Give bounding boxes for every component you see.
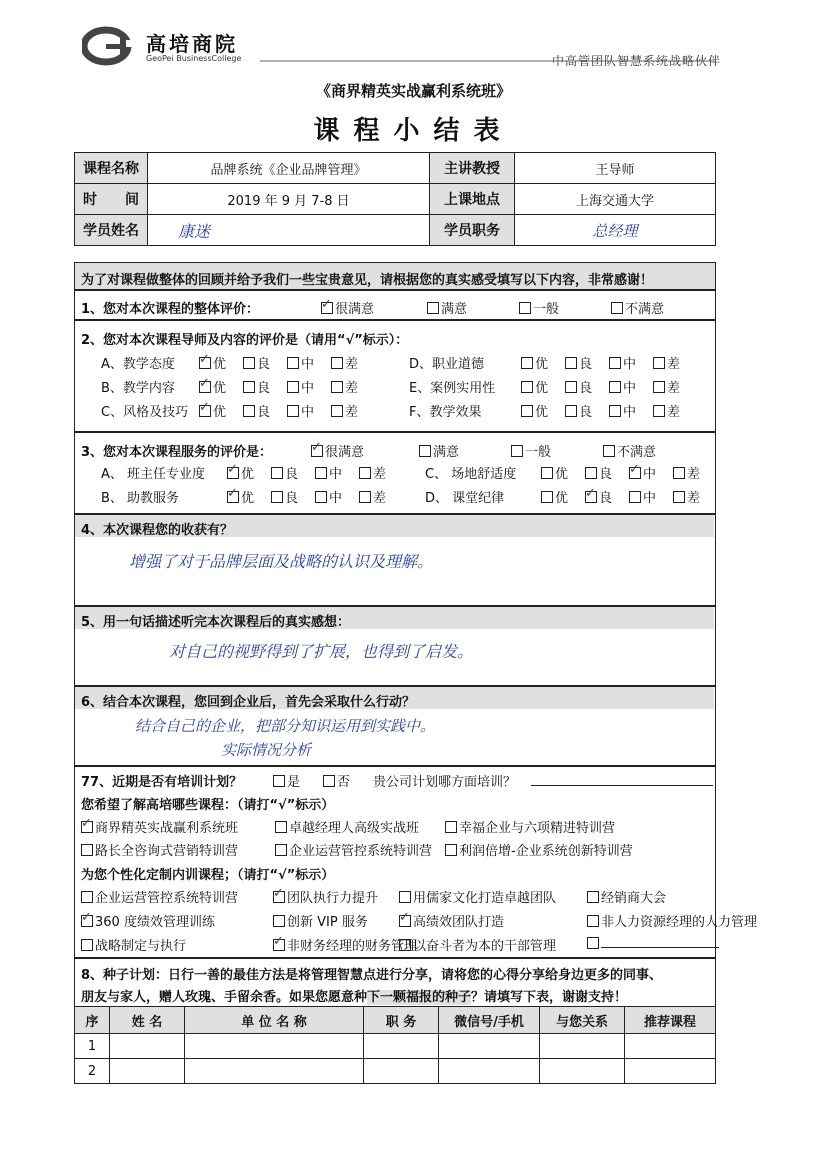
q3-option-very-satisfied[interactable] — [311, 441, 364, 460]
grade-option[interactable] — [585, 463, 612, 482]
checkbox-icon[interactable] — [243, 357, 255, 369]
checkbox-icon[interactable] — [585, 467, 597, 479]
grade-option[interactable] — [287, 377, 314, 396]
row-index: 2 — [75, 1059, 110, 1084]
course-option[interactable] — [275, 817, 419, 836]
place-value[interactable]: 上海交通大学 — [515, 184, 716, 215]
course-option[interactable] — [445, 817, 615, 836]
grade-option[interactable] — [609, 377, 636, 396]
grade-label: 良 — [257, 357, 271, 372]
grade-label: 优 — [535, 357, 549, 372]
grade-label: 良 — [257, 381, 271, 396]
checkbox-icon[interactable] — [587, 891, 599, 903]
checkbox-icon[interactable] — [311, 445, 323, 457]
q4-section — [74, 514, 716, 606]
grade-option[interactable] — [653, 401, 680, 420]
grade-label: 优 — [213, 357, 227, 372]
grade-label: 优 — [535, 381, 549, 396]
checkbox-icon[interactable] — [585, 491, 597, 503]
teacher-label: 主讲教授 — [430, 153, 515, 184]
intro-text: 为了对课程做整体的回顾并给予我们一些宝贵意见，请根据您的真实感受填写以下内容，非常感谢！ — [81, 273, 654, 288]
checkbox-icon[interactable] — [565, 405, 577, 417]
place-label: 上课地点 — [430, 184, 515, 215]
seed-col-index: 序 — [75, 1007, 110, 1034]
q5-label: 5、用一句话描述听完本次课程后的真实感想： — [81, 615, 351, 630]
checkbox-icon[interactable] — [521, 381, 533, 393]
time-label: 时 间 — [75, 184, 148, 215]
seed-col-name: 姓 名 — [110, 1007, 185, 1034]
checkbox-icon[interactable] — [81, 915, 93, 927]
q4-answer[interactable]: 增强了对于品牌层面及战略的认识及理解。 — [129, 552, 434, 571]
option-label: 一般 — [533, 302, 560, 317]
grade-option[interactable] — [629, 487, 656, 506]
custom-option[interactable] — [587, 935, 719, 952]
grade-option[interactable] — [673, 487, 700, 506]
grade-option[interactable] — [287, 401, 314, 420]
grade-label: 优 — [213, 381, 227, 396]
grade-option[interactable] — [359, 487, 386, 506]
grade-label: 差 — [667, 381, 681, 396]
q1-label: 1、您对本次课程的整体评价： — [81, 302, 260, 317]
checkbox-icon[interactable] — [565, 381, 577, 393]
grade-label: 中 — [623, 357, 637, 372]
custom-option[interactable] — [81, 935, 186, 954]
grade-label: 中 — [329, 467, 343, 482]
seed-header-row — [75, 1007, 716, 1034]
checkbox-icon[interactable] — [315, 467, 327, 479]
option-label: 不满意 — [625, 302, 665, 317]
course-option-label: 企业运营管控系统特训营 — [289, 844, 433, 859]
checkbox-icon[interactable] — [273, 891, 285, 903]
q7-section — [74, 766, 758, 958]
q2-section — [74, 320, 716, 432]
other-input[interactable] — [601, 935, 719, 948]
q7-label: 77、近期是否有培训计划？ — [81, 775, 243, 790]
custom-option-label: 高绩效团队打造 — [413, 915, 505, 930]
rating-item-label: C、 场地舒适度 — [425, 467, 517, 482]
table-cell[interactable] — [185, 1034, 364, 1059]
option-label: 很满意 — [325, 445, 365, 460]
option-label: 否 — [337, 775, 351, 790]
checkbox-icon[interactable] — [427, 302, 439, 314]
grade-label: 中 — [301, 405, 315, 420]
q1-option-unsatisfied[interactable] — [611, 298, 664, 317]
custom-option[interactable] — [81, 911, 215, 930]
q1-option-very-satisfied[interactable] — [321, 298, 374, 317]
row-index: 1 — [75, 1034, 110, 1059]
checkbox-icon[interactable] — [609, 405, 621, 417]
grade-label: 差 — [345, 405, 359, 420]
grade-option[interactable] — [609, 401, 636, 420]
checkbox-icon[interactable] — [511, 445, 523, 457]
course-option-label: 商界精英实战赢利系统班 — [95, 821, 239, 836]
checkbox-icon[interactable] — [653, 357, 665, 369]
q3-label: 3、您对本次课程服务的评价是： — [81, 445, 273, 460]
grade-option[interactable] — [521, 377, 548, 396]
grade-option[interactable] — [521, 401, 548, 420]
custom-option[interactable] — [587, 887, 666, 906]
checkbox-icon[interactable] — [673, 467, 685, 479]
q1-option-average[interactable] — [519, 298, 559, 317]
checkbox-icon[interactable] — [521, 357, 533, 369]
course-label: 课程名称 — [75, 153, 148, 184]
grade-option[interactable] — [271, 463, 298, 482]
checkbox-icon[interactable] — [81, 821, 93, 833]
info-table — [74, 152, 716, 246]
logo-text: 高培商院 — [146, 32, 238, 56]
grade-option[interactable] — [359, 463, 386, 482]
grade-label: 良 — [285, 491, 299, 506]
grade-label: 差 — [345, 357, 359, 372]
q3-option-average[interactable] — [511, 441, 551, 460]
course-option-label: 卓越经理人高级实战班 — [289, 821, 420, 836]
q1-option-satisfied[interactable] — [427, 298, 467, 317]
grade-option[interactable] — [653, 353, 680, 372]
course-subtitle: 《商界精英实战赢利系统班》 — [315, 82, 511, 100]
checkbox-icon[interactable] — [587, 937, 599, 949]
seed-col-relation: 与您关系 — [540, 1007, 625, 1034]
option-label: 很满意 — [335, 302, 375, 317]
checkbox-icon[interactable] — [399, 891, 411, 903]
course-option-label: 路长全咨询式营销特训营 — [95, 844, 239, 859]
checkbox-icon[interactable] — [321, 302, 333, 314]
q7-no-option[interactable] — [323, 771, 350, 790]
rating-item-label: D、职业道德 — [409, 357, 485, 372]
table-cell[interactable] — [110, 1034, 185, 1059]
q5-section — [74, 606, 716, 686]
checkbox-icon[interactable] — [199, 381, 211, 393]
grade-option[interactable] — [541, 487, 568, 506]
rating-item-label: B、教学内容 — [101, 381, 175, 396]
checkbox-icon[interactable] — [273, 915, 285, 927]
grade-option[interactable] — [243, 377, 270, 396]
table-cell[interactable] — [625, 1059, 716, 1084]
custom-option-label: 360 度绩效管理训练 — [95, 915, 215, 930]
logo-subtext: GeoPei BusinessCollege — [146, 54, 242, 63]
course-value[interactable]: 品牌系统《企业品牌管理》 — [148, 153, 430, 184]
table-cell[interactable] — [110, 1059, 185, 1084]
option-label: 一般 — [525, 445, 552, 460]
time-value[interactable]: 2019 年 9 月 7-8 日 — [148, 184, 430, 215]
seed-col-course: 推荐课程 — [625, 1007, 716, 1034]
q7-yes-option[interactable] — [273, 771, 300, 790]
grade-label: 良 — [579, 405, 593, 420]
grade-label: 差 — [373, 467, 387, 482]
checkbox-icon[interactable] — [445, 821, 457, 833]
checkbox-icon[interactable] — [287, 357, 299, 369]
custom-option-label: 以奋斗者为本的干部管理 — [413, 939, 557, 954]
checkbox-icon[interactable] — [609, 381, 621, 393]
checkbox-icon[interactable] — [399, 915, 411, 927]
checkbox-icon[interactable] — [611, 302, 623, 314]
grade-label: 中 — [643, 491, 657, 506]
grade-option[interactable] — [331, 377, 358, 396]
seed-col-wechat: 微信号/手机 — [439, 1007, 540, 1034]
q5-answer[interactable]: 对自己的视野得到了扩展，也得到了启发。 — [169, 642, 474, 661]
checkbox-icon[interactable] — [419, 445, 431, 457]
checkbox-icon[interactable] — [399, 939, 411, 951]
grade-label: 中 — [301, 357, 315, 372]
option-label: 是 — [287, 775, 301, 790]
checkbox-icon[interactable] — [331, 405, 343, 417]
q3-section — [74, 432, 716, 514]
table-row — [75, 1034, 716, 1059]
rating-item-label: A、 班主任专业度 — [101, 467, 206, 482]
grade-option[interactable] — [243, 401, 270, 420]
checkbox-icon[interactable] — [199, 357, 211, 369]
option-label: 满意 — [441, 302, 468, 317]
custom-option[interactable] — [273, 887, 378, 906]
page-title: 课程小结表 — [313, 116, 514, 146]
grade-label: 优 — [535, 405, 549, 420]
custom-option-label: 创新 VIP 服务 — [287, 915, 368, 930]
q8-line2 — [81, 986, 627, 1005]
grade-option[interactable] — [331, 353, 358, 372]
rating-item-label: D、 课堂纪律 — [425, 491, 505, 506]
grade-label: 优 — [241, 467, 255, 482]
grade-option[interactable] — [315, 463, 342, 482]
checkbox-icon[interactable] — [445, 844, 457, 856]
q3-option-unsatisfied[interactable] — [603, 441, 656, 460]
checkbox-icon[interactable] — [243, 405, 255, 417]
grade-label: 良 — [579, 357, 593, 372]
custom-option-label: 团队执行力提升 — [287, 891, 379, 906]
grade-option[interactable] — [227, 487, 254, 506]
courses-label: 您希望了解高培哪些课程：（请打“√”标示） — [81, 798, 335, 813]
custom-option-label: 非人力资源经理的人力管理 — [601, 915, 758, 930]
q6-label: 6、结合本次课程，您回到企业后，首先会采取什么行动？ — [81, 695, 416, 710]
seed-table — [74, 1006, 716, 1084]
grade-label: 优 — [555, 467, 569, 482]
table-cell[interactable] — [625, 1034, 716, 1059]
checkbox-icon[interactable] — [673, 491, 685, 503]
grade-label: 良 — [285, 467, 299, 482]
checkbox-icon[interactable] — [541, 467, 553, 479]
checkbox-icon[interactable] — [271, 491, 283, 503]
grade-option[interactable] — [199, 401, 226, 420]
grade-option[interactable] — [199, 353, 226, 372]
grade-option[interactable] — [331, 401, 358, 420]
rating-item-label: E、案例实用性 — [409, 381, 496, 396]
grade-label: 优 — [213, 405, 227, 420]
checkbox-icon[interactable] — [275, 821, 287, 833]
checkbox-icon[interactable] — [587, 915, 599, 927]
table-row — [75, 1059, 716, 1084]
q8-line2-part3: ？请填写下表，谢谢支持！ — [471, 990, 628, 1005]
custom-option[interactable] — [399, 911, 504, 930]
seed-col-position: 职 务 — [364, 1007, 439, 1034]
q4-label: 4、本次课程您的收获有？ — [81, 523, 234, 538]
checkbox-icon[interactable] — [271, 467, 283, 479]
position-label: 学员职务 — [430, 215, 515, 246]
grade-option[interactable] — [227, 463, 254, 482]
rating-item-label: C、风格及技巧 — [101, 405, 189, 420]
checkbox-icon[interactable] — [359, 491, 371, 503]
grade-option[interactable] — [287, 353, 314, 372]
rating-item-label: A、教学态度 — [101, 357, 175, 372]
grade-label: 差 — [667, 405, 681, 420]
checkbox-icon[interactable] — [199, 405, 211, 417]
rating-item-label: B、 助教服务 — [101, 491, 180, 506]
q7-plan-label: 贵公司计划哪方面培训？ — [373, 775, 517, 790]
q8-section — [74, 958, 716, 1006]
table-cell[interactable] — [185, 1059, 364, 1084]
checkbox-icon[interactable] — [227, 491, 239, 503]
checkbox-icon[interactable] — [273, 775, 285, 787]
q8-line2-highlight: 下一颗福报的种子 — [367, 990, 472, 1005]
grade-label: 差 — [373, 491, 387, 506]
course-option-label: 幸福企业与六项精进特训营 — [459, 821, 616, 836]
checkbox-icon[interactable] — [331, 381, 343, 393]
grade-option[interactable] — [565, 377, 592, 396]
grade-option[interactable] — [271, 487, 298, 506]
checkbox-icon[interactable] — [275, 844, 287, 856]
checkbox-icon[interactable] — [287, 405, 299, 417]
table-cell[interactable] — [439, 1034, 540, 1059]
grade-option[interactable] — [673, 463, 700, 482]
checkbox-icon[interactable] — [359, 467, 371, 479]
grade-label: 差 — [345, 381, 359, 396]
q1-section — [74, 290, 716, 320]
q6-answer-line1[interactable]: 结合自己的企业，把部分知识运用到实践中。 — [135, 717, 436, 735]
grade-label: 中 — [643, 467, 657, 482]
q3-option-satisfied[interactable] — [419, 441, 459, 460]
checkbox-icon[interactable] — [227, 467, 239, 479]
grade-label: 良 — [257, 405, 271, 420]
checkbox-icon[interactable] — [315, 491, 327, 503]
custom-option[interactable] — [399, 935, 556, 954]
grade-option[interactable] — [565, 401, 592, 420]
course-option[interactable] — [81, 817, 238, 836]
checkbox-icon[interactable] — [629, 491, 641, 503]
grade-option[interactable] — [653, 377, 680, 396]
checkbox-icon[interactable] — [521, 405, 533, 417]
student-value[interactable]: 康迷 — [148, 215, 430, 246]
checkbox-icon[interactable] — [603, 445, 615, 457]
course-option-label: 利润倍增-企业系统创新特训营 — [459, 844, 633, 859]
checkbox-icon[interactable] — [323, 775, 335, 787]
grade-option[interactable] — [315, 487, 342, 506]
checkbox-icon[interactable] — [609, 357, 621, 369]
grade-option[interactable] — [199, 377, 226, 396]
checkbox-icon[interactable] — [629, 467, 641, 479]
custom-option[interactable] — [587, 911, 757, 930]
seed-col-company: 单 位 名 称 — [185, 1007, 364, 1034]
header-divider — [0, 60, 827, 62]
custom-option[interactable] — [273, 911, 368, 930]
teacher-value[interactable]: 王导师 — [515, 153, 716, 184]
grade-label: 优 — [555, 491, 569, 506]
student-label: 学员姓名 — [75, 215, 148, 246]
grade-option[interactable] — [565, 353, 592, 372]
checkbox-icon[interactable] — [331, 357, 343, 369]
q7-plan-input[interactable] — [531, 785, 713, 786]
table-cell[interactable] — [540, 1034, 625, 1059]
checkbox-icon[interactable] — [565, 357, 577, 369]
grade-label: 中 — [623, 405, 637, 420]
q6-section — [74, 686, 716, 766]
custom-option-label: 经销商大会 — [601, 891, 667, 906]
q8-line1: 8、种子计划：日行一善的最佳方法是将管理智慧点进行分享，请将您的心得分享给身边更多的同事、 — [81, 968, 663, 983]
custom-option[interactable] — [399, 887, 556, 906]
checkbox-icon[interactable] — [653, 405, 665, 417]
grade-option[interactable] — [541, 463, 568, 482]
table-cell[interactable] — [439, 1059, 540, 1084]
table-cell[interactable] — [364, 1059, 439, 1084]
grade-option[interactable] — [609, 353, 636, 372]
course-option[interactable] — [275, 840, 432, 859]
custom-label: 为您个性化定制内训课程；（请打“√”标示） — [81, 868, 335, 883]
custom-option-label: 战略制定与执行 — [95, 939, 187, 954]
custom-option-label: 用儒家文化打造卓越团队 — [413, 891, 557, 906]
checkbox-icon[interactable] — [243, 381, 255, 393]
intro-bar — [74, 262, 716, 290]
custom-option[interactable] — [81, 887, 238, 906]
grade-option[interactable] — [629, 463, 656, 482]
checkbox-icon[interactable] — [273, 939, 285, 951]
table-cell[interactable] — [364, 1034, 439, 1059]
grade-label: 良 — [599, 467, 613, 482]
grade-option[interactable] — [243, 353, 270, 372]
grade-label: 中 — [301, 381, 315, 396]
position-value[interactable]: 总经理 — [515, 215, 716, 246]
course-option[interactable] — [445, 840, 633, 859]
q6-answer-line2[interactable]: 实际情况分析 — [221, 741, 312, 759]
grade-label: 优 — [241, 491, 255, 506]
checkbox-icon[interactable] — [541, 491, 553, 503]
checkbox-icon[interactable] — [81, 891, 93, 903]
grade-label: 中 — [623, 381, 637, 396]
rating-item-label: F、教学效果 — [409, 405, 482, 420]
slogan: 中高管团队智慧系统战略伙伴 — [551, 54, 721, 68]
grade-label: 差 — [667, 357, 681, 372]
checkbox-icon[interactable] — [81, 939, 93, 951]
option-label: 不满意 — [617, 445, 657, 460]
option-label: 满意 — [433, 445, 460, 460]
grade-option[interactable] — [585, 487, 612, 506]
grade-label: 良 — [579, 381, 593, 396]
grade-label: 良 — [599, 491, 613, 506]
grade-label: 中 — [329, 491, 343, 506]
custom-option-label: 非财务经理的财务管理 — [287, 939, 418, 954]
custom-option-label: 企业运营管控系统特训营 — [95, 891, 239, 906]
grade-option[interactable] — [521, 353, 548, 372]
checkbox-icon[interactable] — [287, 381, 299, 393]
grade-label: 差 — [687, 491, 701, 506]
grade-label: 差 — [687, 467, 701, 482]
checkbox-icon[interactable] — [519, 302, 531, 314]
checkbox-icon[interactable] — [81, 844, 93, 856]
table-cell[interactable] — [540, 1059, 625, 1084]
checkbox-icon[interactable] — [653, 381, 665, 393]
q2-label: 2、您对本次课程导师及内容的评价是（请用“√”标示）： — [81, 333, 409, 348]
q8-line2-part1: 朋友与家人，赠人玫瑰、手留余香。如果您愿意种 — [81, 990, 368, 1005]
custom-option[interactable] — [273, 935, 417, 954]
course-option[interactable] — [81, 840, 238, 859]
